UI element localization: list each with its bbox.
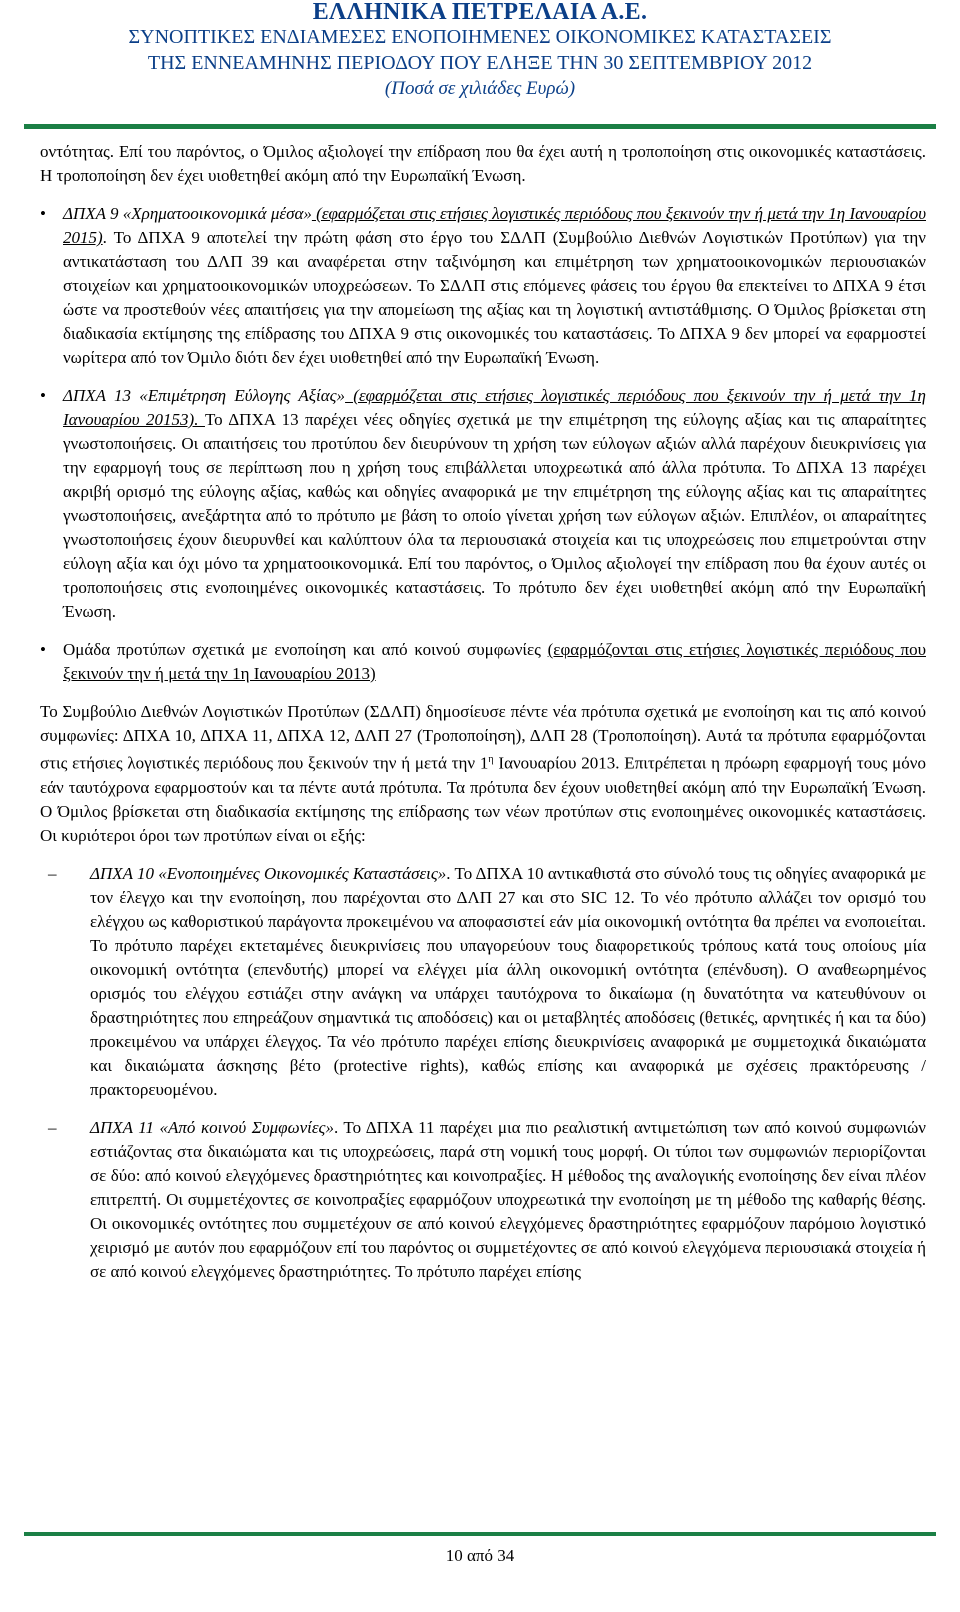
page-number: 10 από 34 [445, 1546, 515, 1565]
standard-description: . Το ΔΠΧΑ 11 παρέχει μια πιο ρεαλιστική αντιμετώπιση των από κοινού συμφωνιών εστιάζοντας στα δικαιώματα και τις υποχρεώσεις, παρά στη νομική τους μορφή. Οι τύποι των συμφωνιών περιορίζονται σε δύο: από κοινού ελεγχόμενες δραστηριότητες και κοινοπραξίες. Η μέθοδος της αναλογικής ενοποίησης δεν είναι πλέον επιτρεπτή. Οι συμμετέχοντες σε κοινοπραξίες εφαρμόζουν υποχρεωτικά την ενοποίηση με τη μέθοδο της καθαρής θέσης. Οι οικονομικές οντότητες που συμμετέχουν σε από κοινού ελεγχόμενες δραστηριότητες εφαρμόζουν παρόμοιο λογιστικό χειρισμό με αυτόν που εφαρμόζουν επί του παρόντος οι συμμετέχοντες σε από κοινού ελεγχόμενα περιουσιακά στοιχεία ή σε από κοινού ελεγχόμενες δραστηριότητες. Το πρότυπο παρέχει επίσης [90, 1117, 926, 1281]
superscript: η [488, 754, 494, 765]
paragraph-consolidation-standards [40, 700, 926, 848]
paragraph-text: Το Συμβούλιο Διεθνών Λογιστικών Προτύπων (ΣΔΛΠ) δημοσίευσε πέντε νέα πρότυπα σχετικά με ενοποίηση και τις από κοινού συμφωνίες: ΔΠΧΑ 10, ΔΠΧΑ 11, ΔΠΧΑ 12, ΔΛΠ 27 (Τροποποίηση), ΔΛΠ 28 (Τροποποίηση). Αυτά τα πρότυπα εφαρμόζονται στις ετήσιες λογιστικές περιόδους που ξεκινούν την ή μετά την 1 [40, 702, 926, 773]
header-divider [24, 124, 936, 129]
bullet-item-consolidation-group [40, 638, 926, 686]
dash-icon: – [48, 1117, 57, 1137]
paragraph-text: Ιανουαρίου 2013. Επιτρέπεται η πρόωρη εφαρμογή τους μόνο εάν ταυτόχρονα εφαρμοστούν και τα πέντε αυτά πρότυπα. Τα πρότυπα δεν έχουν υιοθετηθεί ακόμη από την Ευρωπαϊκή Ένωση. Ο Όμιλος βρίσκεται στη διαδικασία εκτίμησης της επίδρασης των νέων προτύπων στις ενοποιημένες οικονομικές καταστάσεις. Οι κυριότεροι όροι των προτύπων είναι οι εξής: [40, 753, 926, 845]
company-name: ΕΛΛΗΝΙΚΑ ΠΕΤΡΕΛΑΙΑ Α.Ε. [312, 0, 648, 25]
effective-date-note: (εφαρμόζεται στις ετήσιες λογιστικές περιόδους που ξεκινούν την ή μετά την 1η Ιανουαρίου 20153). [63, 386, 926, 429]
standard-description: . Το ΔΠΧΑ 10 αντικαθιστά στο σύνολό τους τις οδηγίες αναφορικά με τον έλεγχο και την ενοποίηση, που παρέχονται στο ΔΛΠ 27 και στο SIC 12. Το νέο πρότυπο αλλάζει τον ορισμό του ελέγχου ως καθοριστικού παράγοντα προκειμένου να αποφασιστεί εάν μία οικονομική οντότητα θα πρέπει να ενοποιείται. Το πρότυπο παρέχει εκτεταμένες διευκρινίσεις που υπαγορεύουν τους διαφορετικούς τρόπους κατά τους οποίους μία οικονομική οντότητα (επενδυτής) μπορεί να ελέγχει μία άλλη οικονομική οντότητα (επένδυση). Ο αναθεωρημένος ορισμός του ελέγχου εστιάζει στην ανάγκη να υπάρχει ταυτόχρονα το δικαίωμα (η δυνατότητα να κατευθύνουν οι δραστηριότητες που επηρεάζουν σημαντικά τις αποδόσεις) και οι μεταβλητές αποδόσεις (θετικές, αρνητικές ή και τα δύο) προκειμένου να υπάρχει έλεγχος. Τα νέο πρότυπο παρέχει επίσης διευκρινίσεις αναφορικά με συμμετοχικά δικαιώματα και δικαιώματα άσκησης βέτο (protective rights), καθώς επίσης και αναφορικά με σχέσεις πρακτόρευσης / πρακτορευομένου. [90, 863, 926, 1099]
standard-title: ΔΠΧΑ 13 «Επιμέτρηση Εύλογης Αξίας» [63, 386, 346, 405]
standard-title: ΔΠΧΑ 9 «Χρηματοοικονομικά μέσα» [63, 204, 312, 223]
standard-description: . Το ΔΠΧΑ 9 αποτελεί την πρώτη φάση στο έργο του ΣΔΛΠ (Συμβούλιο Διεθνών Λογιστικών Προτύπων) για την αντικατάσταση του ΔΛΠ 39 και αναφέρεται στην ταξινόμηση και επιμέτρηση των χρηματοοικονομικών περιουσιακών στοιχείων και χρηματοοικονομικών υποχρεώσεων. Το ΣΔΛΠ στις επόμενες φάσεις του έργου θα επεκτείνει το ΔΠΧΑ 9 έτσι ώστε να προστεθούν νέες απαιτήσεις για την απομείωση της αξίας και τη λογιστική αντιστάθμισης. Ο Όμιλος βρίσκεται στη διαδικασία εκτίμησης της επίδρασης του ΔΠΧΑ 9 στις οικονομικές του καταστάσεις. Το ΔΠΧΑ 9 δεν μπορεί να εφαρμοστεί νωρίτερα από τον Όμιλο διότι δεν έχει υιοθετηθεί από την Ευρωπαϊκή Ένωση. [63, 228, 926, 367]
dash-item-ifrs11 [40, 1116, 926, 1284]
effective-date-note: (εφαρμόζεται στις ετήσιες λογιστικές περιόδους που ξεκινούν την ή μετά την 1η Ιανουαρίου 2015) [63, 204, 926, 247]
report-title-line-2: ΤΗΣ ΕΝΝΕΑΜΗΝΗΣ ΠΕΡΙΟΔΟΥ ΠΟΥ ΕΛΗΞΕ ΤΗΝ 30 ΣΕΠΤΕΜΒΡΙΟΥ 2012 [147, 52, 813, 74]
footer-divider [24, 1532, 936, 1536]
dash-item-ifrs10 [40, 862, 926, 1102]
standard-title: ΔΠΧΑ 11 «Από κοινού Συμφωνίες» [90, 1117, 334, 1137]
page-header [0, 0, 960, 102]
report-title-line-1: ΣΥΝΟΠΤΙΚΕΣ ΕΝΔΙΑΜΕΣΕΣ ΕΝΟΠΟΙΗΜΕΝΕΣ ΟΙΚΟΝΟΜΙΚΕΣ ΚΑΤΑΣΤΑΣΕΙΣ [128, 26, 832, 48]
bullet-item-ifrs9 [40, 202, 926, 370]
bullet-icon: • [40, 640, 46, 659]
amounts-note: (Ποσά σε χιλιάδες Ευρώ) [384, 78, 576, 99]
dash-icon: – [48, 863, 57, 883]
bullet-icon: • [40, 386, 46, 405]
standard-description: Το ΔΠΧΑ 13 παρέχει νέες οδηγίες σχετικά με την επιμέτρηση της εύλογης αξίας και τις απαραίτητες γνωστοποιήσεις. Οι απαιτήσεις του προτύπου δεν διευρύνουν τη χρήση των εύλογων αξιών αλλά παρέχουν διευκρινίσεις για την εφαρμογή τους σε περίπτωση που η χρήση τους επιβάλλεται υποχρεωτικά από άλλα πρότυπα. Το ΔΠΧΑ 13 παρέχει ακριβή ορισμό της εύλογης αξίας, καθώς και οδηγίες αναφορικά με την επιμέτρηση της εύλογης αξίας και τις απαραίτητες γνωστοποιήσεις, ανεξάρτητα από το πρότυπο με βάση το οποίο γίνεται χρήση των εύλογων αξιών. Επιπλέον, οι απαραίτητες γνωστοποιήσεις έχουν διευρυνθεί και καλύπτουν όλα τα περιουσιακά στοιχεία και τις υποχρεώσεις που επιμετρούνται στην εύλογη αξία και όχι μόνο τα χρηματοοικονομικά. Επί του παρόντος, ο Όμιλος αξιολογεί την επίδραση που θα έχουν αυτές οι τροποποιήσεις στις ενοποιημένες οικονομικές καταστάσεις. Το πρότυπο δεν έχει υιοθετηθεί ακόμη από την Ευρωπαϊκή Ένωση. [63, 410, 926, 621]
paragraph-continuation: οντότητας. Επί του παρόντος, ο Όμιλος αξιολογεί την επίδραση που θα έχει αυτή η τροποποίηση στις οικονομικές καταστάσεις. Η τροποποίηση δεν έχει υιοθετηθεί ακόμη από την Ευρωπαϊκή Ένωση. [40, 142, 926, 185]
bullet-item-ifrs13 [40, 384, 926, 624]
bullet-text: Ομάδα προτύπων σχετικά με ενοποίηση και από κοινού συμφωνίες [63, 640, 548, 659]
standard-title: ΔΠΧΑ 10 «Ενοποιημένες Οικονομικές Καταστάσεις» [90, 863, 447, 883]
bullet-icon: • [40, 204, 46, 223]
document-body [40, 140, 926, 1284]
effective-date-note: (εφαρμόζονται στις ετήσιες λογιστικές περιόδους που ξεκινούν την ή μετά την 1η Ιανουαρίου 2013) [63, 640, 926, 683]
